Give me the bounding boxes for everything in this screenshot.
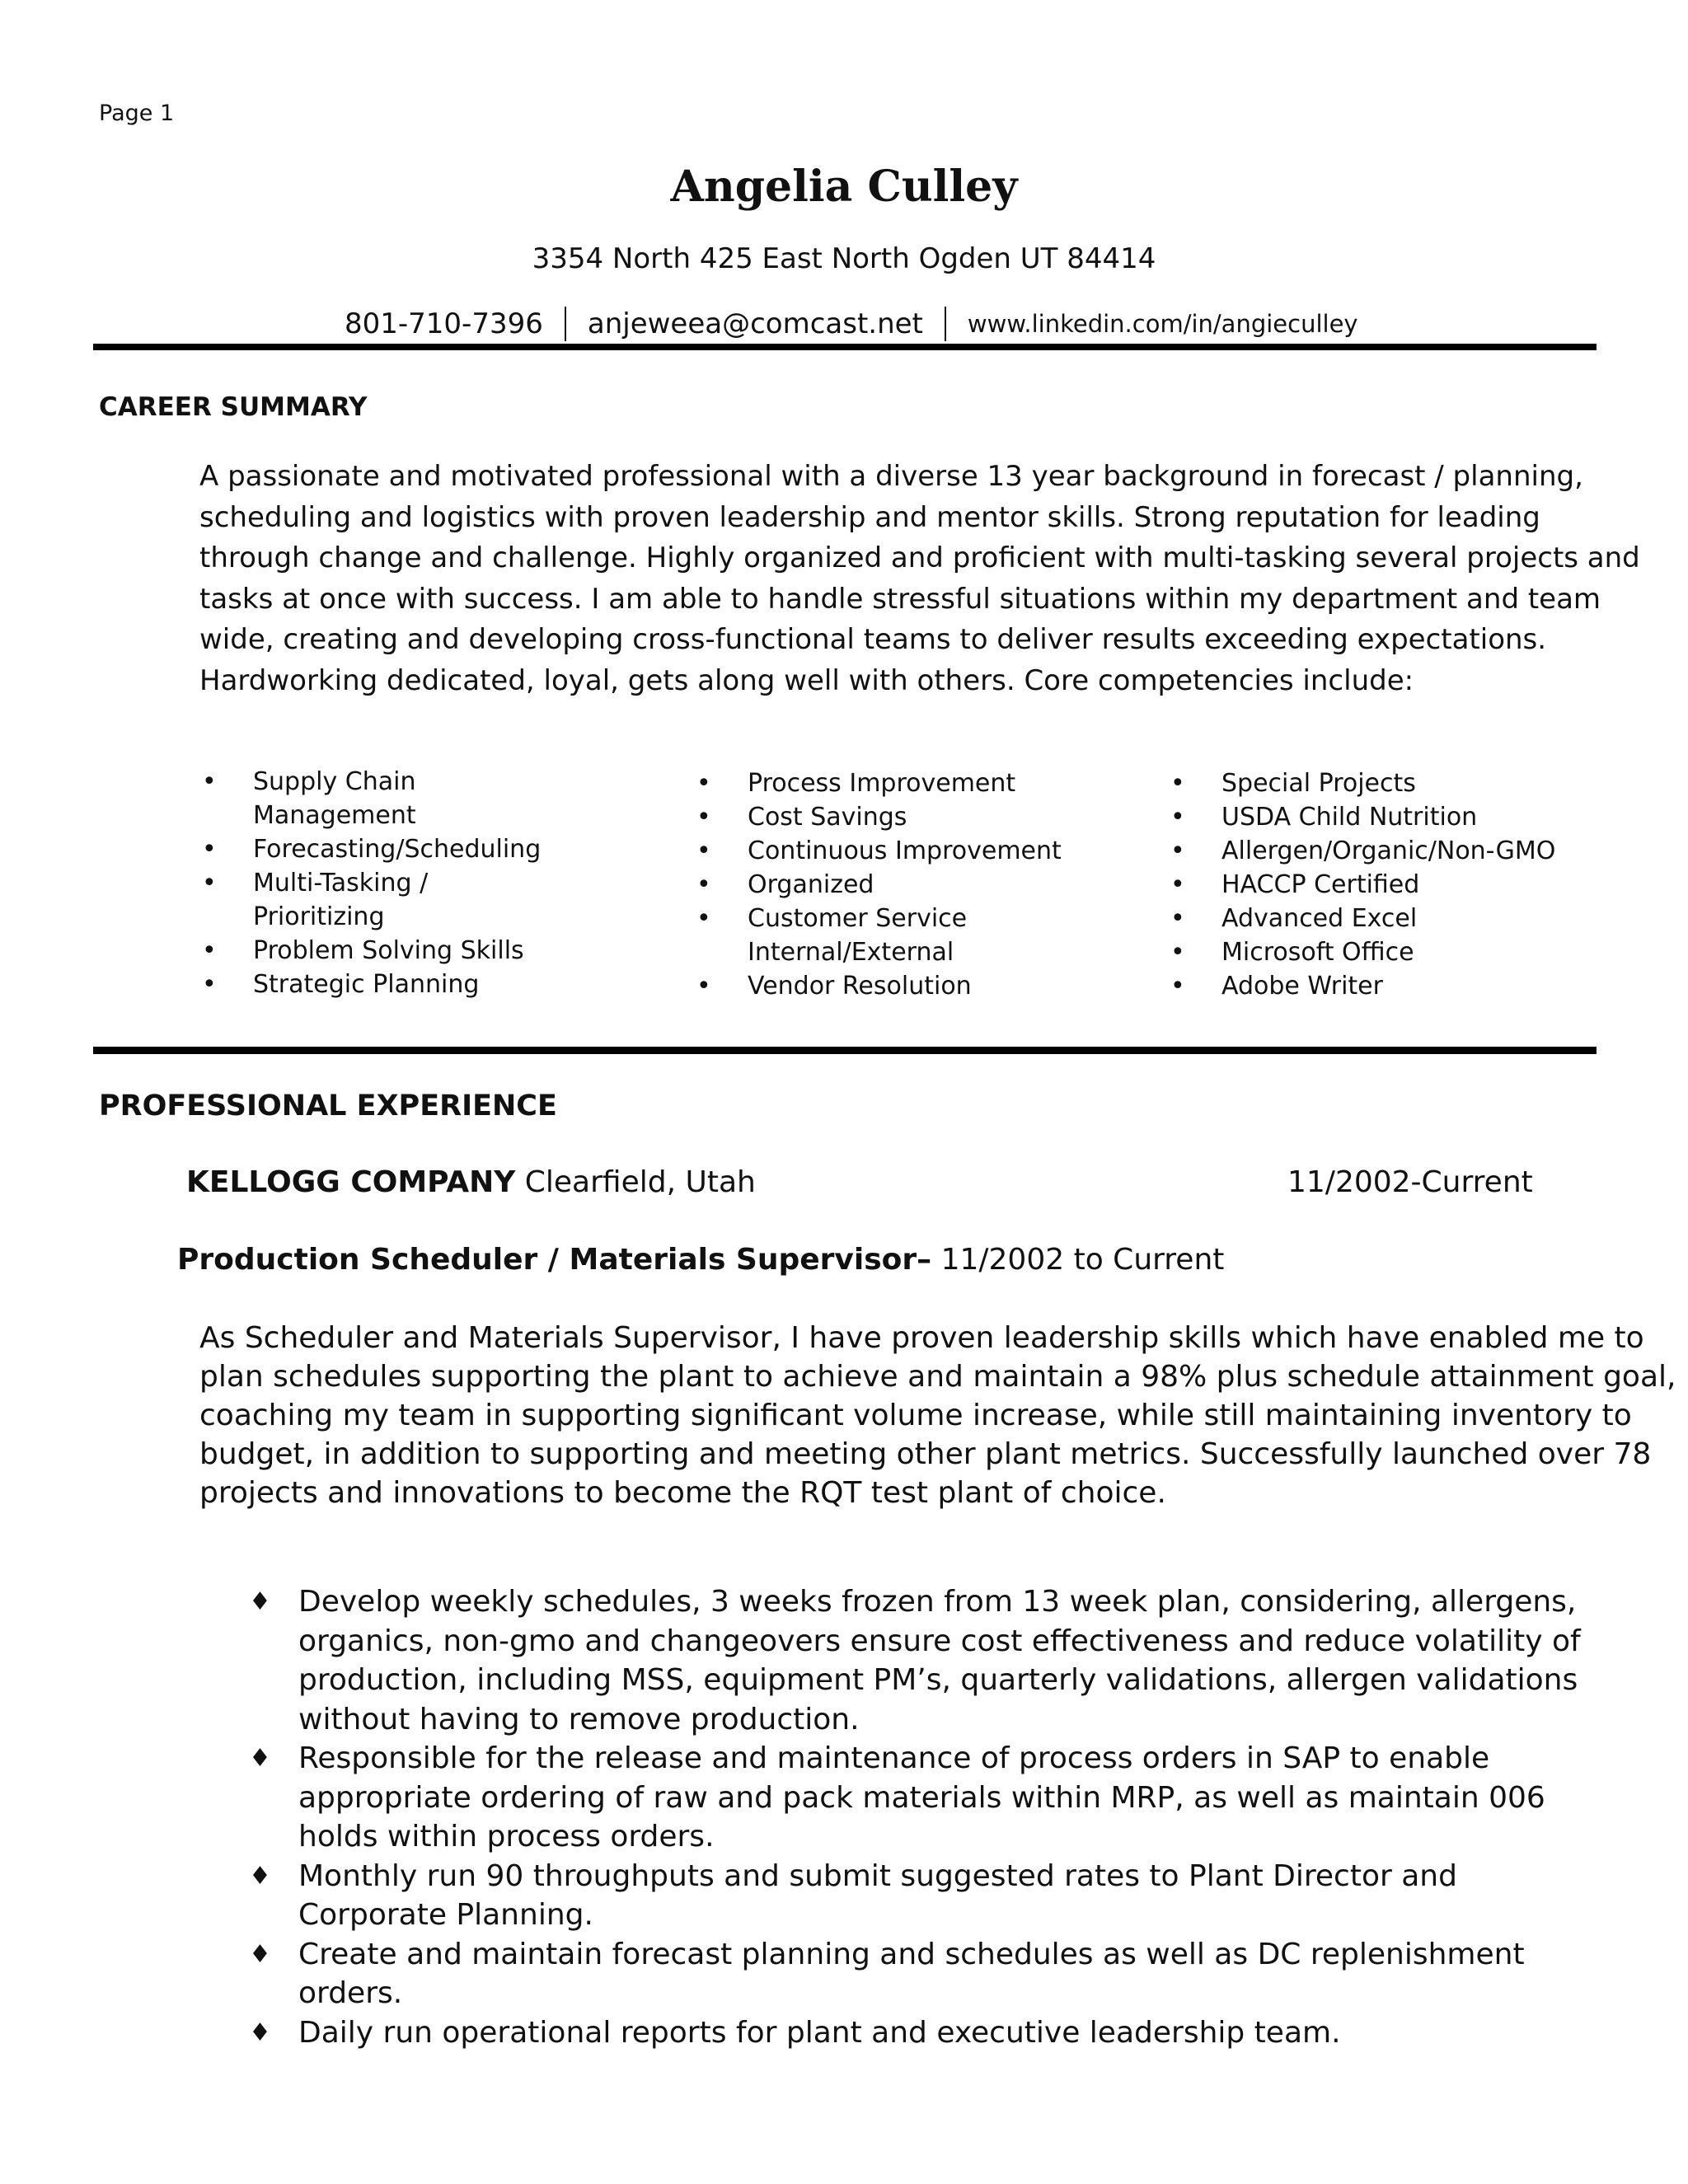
list-item	[249, 2013, 1581, 2053]
description-line: As Scheduler and Materials Supervisor, I have proven leadership skills which have enabled me to	[199, 1321, 1644, 1355]
list-item	[696, 800, 1062, 834]
duty-text: ♦ Develop weekly schedules, 3 weeks frozen from 13 week plan, considering, allergens,	[298, 1585, 1577, 1619]
summary-line: scheduling and logistics with proven leadership and mentor skills. Strong reputation for leading	[199, 500, 1540, 534]
list-item-text: • Strategic Planning	[253, 970, 480, 999]
list-item-text: Management	[253, 801, 416, 830]
list-item	[249, 1582, 1581, 1739]
duty-text: ♦ Create and maintain forecast planning and schedules as well as DC replenishment	[298, 1937, 1525, 1971]
list-item-text: Prioritizing	[253, 902, 385, 931]
list-item	[1170, 902, 1555, 935]
list-item-text: • Vendor Resolution	[748, 972, 972, 1001]
role-dates: 11/2002 to Current	[940, 1243, 1225, 1277]
list-item	[696, 766, 1062, 800]
company-name: KELLOGG COMPANY	[186, 1165, 516, 1199]
list-item-text: • USDA Child Nutrition	[1221, 803, 1478, 832]
list-item	[1170, 834, 1555, 868]
duty-text: appropriate ordering of raw and pack materials within MRP, as well as maintain 006	[298, 1780, 1545, 1815]
company-line	[186, 1165, 756, 1199]
duty-text: orders.	[298, 1976, 403, 2010]
list-item	[1170, 800, 1555, 834]
list-item	[249, 1739, 1581, 1857]
duty-text: Corporate Planning.	[298, 1898, 593, 1932]
competencies-column-1	[202, 765, 541, 1001]
list-item	[696, 902, 1062, 969]
career-summary-title: CAREER SUMMARY	[99, 392, 368, 422]
list-item-text: Internal/External	[748, 938, 954, 967]
linkedin-link[interactable]: www.linkedin.com/in/angieculley	[967, 310, 1358, 338]
list-item	[1170, 868, 1555, 902]
summary-line: through change and challenge. Highly organized and proficient with multi-tasking several projects and	[199, 541, 1640, 574]
duty-text: organics, non-gmo and changeovers ensure cost effectiveness and reduce volatility of	[298, 1624, 1581, 1658]
duty-text: holds within process orders.	[298, 1820, 715, 1854]
description-line: projects and innovations to become the RQT test plant of choice.	[199, 1476, 1166, 1510]
role-description	[199, 1319, 1676, 1512]
list-item	[249, 1935, 1581, 2013]
list-item-text: • Continuous Improvement	[748, 837, 1062, 865]
list-item-text: • Supply Chain	[253, 767, 416, 796]
description-line: budget, in addition to supporting and meeting other plant metrics. Successfully launched over 78	[199, 1437, 1652, 1471]
contact-divider	[565, 307, 566, 341]
list-item-text: • Cost Savings	[748, 803, 907, 832]
summary-line: A passionate and motivated professional with a diverse 13 year background in forecast / planning,	[199, 460, 1583, 493]
competencies-column-3	[1170, 766, 1555, 1003]
summary-line: wide, creating and developing cross-functional teams to deliver results exceeding expectations.	[199, 623, 1547, 656]
list-item-text: • Adobe Writer	[1221, 972, 1383, 1001]
duty-text: ♦ Daily run operational reports for plant and executive leadership team.	[298, 2015, 1341, 2050]
address: 3354 North 425 East North Ogden UT 84414	[532, 242, 1156, 275]
summary-line: tasks at once with success. I am able to handle stressful situations within my department and team	[199, 582, 1601, 616]
list-item	[1170, 766, 1555, 800]
phone: 801-710-7396	[345, 307, 543, 340]
role-title: Production Scheduler / Materials Supervisor–	[177, 1243, 932, 1277]
summary-line: Hardworking dedicated, loyal, gets along well with others. Core competencies include:	[199, 663, 1414, 697]
duty-text: ♦ Responsible for the release and maintenance of process orders in SAP to enable	[298, 1741, 1490, 1775]
company-location: Clearfield, Utah	[524, 1165, 756, 1199]
list-item-text: • Multi-Tasking /	[253, 869, 429, 898]
list-item-text: • Advanced Excel	[1221, 904, 1418, 933]
duty-text: without having to remove production.	[298, 1702, 860, 1736]
list-item	[696, 834, 1062, 868]
list-item-text: • Microsoft Office	[1221, 938, 1414, 967]
email-link[interactable]: anjeweea@comcast.net	[587, 307, 923, 340]
list-item-text: • Allergen/Organic/Non-GMO	[1221, 837, 1556, 865]
list-item-text: • Forecasting/Scheduling	[253, 835, 542, 864]
list-item	[1170, 935, 1555, 969]
list-item	[202, 968, 541, 1001]
list-item-text: • Special Projects	[1221, 769, 1416, 798]
duties-list	[249, 1582, 1581, 2052]
list-item	[696, 969, 1062, 1003]
list-item	[202, 832, 541, 866]
duty-text: production, including MSS, equipment PM’s, quarterly validations, allergen validations	[298, 1663, 1578, 1697]
list-item	[202, 765, 541, 832]
duty-text: ♦ Monthly run 90 throughputs and submit suggested rates to Plant Director and	[298, 1858, 1457, 1893]
list-item	[202, 866, 541, 934]
list-item	[249, 1857, 1581, 1935]
contact-line	[345, 307, 1358, 341]
section-rule	[93, 1047, 1597, 1054]
career-summary-text	[199, 457, 1640, 701]
company-dates: 11/2002-Current	[1287, 1165, 1533, 1199]
description-line: coaching my team in supporting significant volume increase, while still maintaining inventory to	[199, 1399, 1632, 1432]
list-item-text: • HACCP Certified	[1221, 870, 1420, 899]
list-item	[1170, 969, 1555, 1003]
list-item-text: • Organized	[748, 870, 874, 899]
competencies-column-2	[696, 766, 1062, 1003]
list-item-text: • Process Improvement	[748, 769, 1016, 798]
experience-title: PROFESSIONAL EXPERIENCE	[99, 1090, 557, 1122]
list-item	[696, 868, 1062, 902]
list-item	[202, 934, 541, 968]
header-rule	[93, 344, 1597, 350]
list-item-text: • Problem Solving Skills	[253, 936, 524, 965]
page-label: Page 1	[99, 101, 175, 126]
description-line: plan schedules supporting the plant to achieve and maintain a 98% plus schedule attainment goal,	[199, 1360, 1676, 1394]
list-item-text: • Customer Service	[748, 904, 968, 933]
role-line	[177, 1243, 1224, 1277]
contact-divider	[945, 307, 946, 341]
candidate-name: Angelia Culley	[670, 162, 1018, 212]
